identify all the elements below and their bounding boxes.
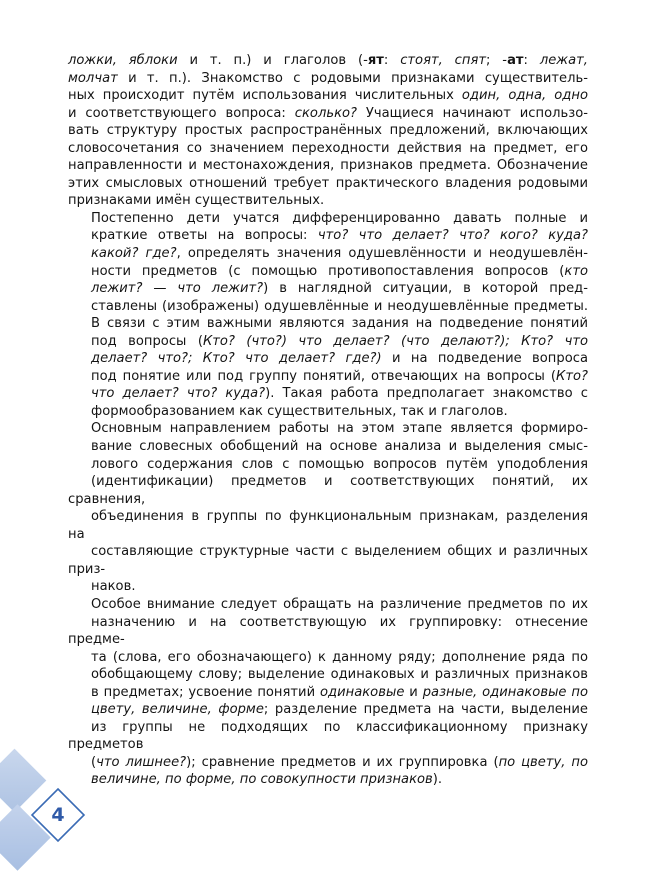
text-line [68, 649, 588, 667]
text-run: направленности и местонахождения, признаков предмета. Обозначение [68, 158, 588, 174]
text-line [68, 420, 588, 438]
text-run: обобщающему слову; выделение одинаковых и различных признаков [91, 667, 588, 683]
text-run: ложки, яблоки [68, 53, 178, 68]
text-run: сколько? [294, 105, 357, 121]
text-line [68, 456, 588, 474]
text-line [68, 385, 588, 403]
text-line [68, 227, 588, 245]
text-line [68, 70, 588, 88]
text-line [68, 473, 593, 508]
text-line [68, 140, 588, 158]
text-run: стоят, спят [400, 53, 487, 68]
text-run: делает? что?; Кто? что делает? где?) [91, 351, 382, 367]
text-run: ( [91, 754, 97, 770]
text-run: какой? где? [91, 246, 177, 262]
body-text-column [68, 52, 593, 789]
text-run: и [404, 684, 423, 700]
text-run: вание словесных обобщений на основе анализа и выделения смыс- [91, 439, 588, 455]
text-run: составляющие структурные части с выделением общих и различных приз- [68, 544, 593, 577]
text-run: (идентификации) предметов и соответствующих понятий, их сравнения, [68, 474, 593, 507]
text-run: Основным направлением работы на этом этапе является формиро- [91, 421, 588, 437]
text-line [68, 666, 588, 684]
text-run: что делает? что? куда? [91, 386, 266, 402]
text-run: ставлены (изображены) одушевлённые и неодушевлённые предметы. [91, 298, 588, 314]
text-line [68, 298, 588, 316]
text-run: и на подведение вопроса [381, 351, 588, 367]
text-line [68, 543, 593, 578]
text-line [68, 368, 588, 386]
text-run: ; разделение предмета на части, выделение [263, 702, 588, 718]
text-run: одинаковые [320, 684, 405, 700]
text-line [68, 122, 588, 140]
text-run: вать структуру простых распространённых предложений, включающих [68, 123, 588, 139]
text-run: и т. п.). Знакомство с родовыми признаками существитель- [117, 70, 588, 86]
text-run: наков. [91, 579, 136, 595]
text-run: по цвету, по [498, 754, 588, 770]
text-run: Учащиеся начинают использо- [357, 105, 588, 121]
text-run: ат [507, 53, 524, 68]
text-run: : [383, 53, 401, 68]
text-line [68, 438, 588, 456]
text-line [68, 333, 588, 351]
text-run: из группы не подходящих по классификационному признаку предметов [68, 719, 593, 753]
text-run: один, одна, одно [461, 88, 588, 104]
text-run: что? что делает? что? кого? куда? [317, 228, 588, 244]
text-run: в предметах; усвоение понятий [91, 684, 320, 700]
text-run: ; - [486, 53, 508, 68]
text-run: , определять значения одушевлённости и неодушевлён- [176, 246, 588, 262]
text-run: и т. п.) и глаголов (- [177, 53, 368, 68]
text-line [68, 614, 593, 649]
paragraph [68, 52, 588, 210]
text-run: признаками имён существительных. [68, 193, 325, 209]
text-line [68, 210, 588, 228]
text-line [68, 684, 588, 702]
text-run: под понятие или под группу понятий, отвечающих на вопросы ( [91, 368, 557, 384]
text-run: ят [367, 53, 384, 68]
text-run: та (слова, его обозначающего) к данному ряду; дополнение ряда по [91, 649, 588, 665]
text-run: цвету, величине, форме [91, 702, 264, 718]
text-run: лежат, [539, 53, 588, 68]
text-run: этих смысловых отношений требует практического владения родовыми [68, 175, 588, 191]
text-line [68, 105, 588, 123]
text-run: ности предметов (с помощью противопоставления вопросов ( [91, 263, 565, 279]
text-line [68, 157, 588, 175]
text-line [68, 175, 588, 193]
text-line [68, 701, 588, 719]
text-run: : [523, 53, 540, 68]
text-run: ). Такая работа предполагает знакомство с [265, 386, 588, 402]
text-line [68, 508, 593, 543]
text-run: словосочетания со значением переходности действия на предмет, его [68, 140, 588, 156]
text-run: ) в наглядной ситуации, в которой пред- [263, 281, 588, 297]
text-run: краткие ответы на вопросы: [91, 228, 318, 244]
text-run: формообразованием как существительных, так и глаголов. [91, 403, 508, 419]
text-run: под вопросы ( [91, 333, 203, 349]
text-line [68, 350, 588, 368]
page-number-decoration [0, 744, 150, 869]
text-run: величине, по форме, по совокупности признаков [91, 772, 433, 788]
text-run: лежит? — что лежит? [91, 281, 264, 297]
text-run: кто [564, 263, 588, 279]
text-run: молчат [68, 70, 118, 86]
text-run: Особое внимание следует обращать на различение предметов по их [91, 596, 588, 612]
text-run: ных происходит путём использования числительных [68, 88, 462, 104]
text-run: В связи с этим важными являются задания на подведение понятий [91, 316, 588, 332]
text-line [68, 87, 588, 105]
text-line [68, 280, 588, 298]
text-line [68, 52, 588, 70]
text-run: разные, одинаковые по [422, 684, 588, 700]
text-run: объединения в группы по функциональным признакам, разделения на [68, 509, 593, 542]
paragraph [68, 210, 588, 421]
text-run: назначению и на соответствующую их группировку: отнесение предме- [68, 614, 593, 648]
text-line [68, 596, 588, 614]
text-line [68, 315, 588, 333]
text-line [68, 578, 588, 596]
text-line [68, 245, 588, 263]
text-run: Кто? (что?) что делает? (что делают?); Кто? что [202, 333, 588, 349]
text-run: и соответствующего вопроса: [68, 105, 295, 121]
text-line [68, 263, 588, 281]
text-run: ). [432, 772, 443, 788]
text-line [68, 403, 588, 421]
text-run: Кто? [556, 368, 588, 384]
text-run: лового содержания слов с помощью вопросов путём уподобления [91, 456, 588, 472]
page-number: 4 [51, 804, 65, 826]
text-run: Постепенно дети учатся дифференцированно давать полные и [91, 210, 588, 226]
text-run: ); сравнение предметов и их группировка ( [186, 754, 499, 770]
text-run: что лишнее? [96, 754, 187, 770]
paragraph [68, 420, 593, 595]
text-line [68, 192, 588, 210]
